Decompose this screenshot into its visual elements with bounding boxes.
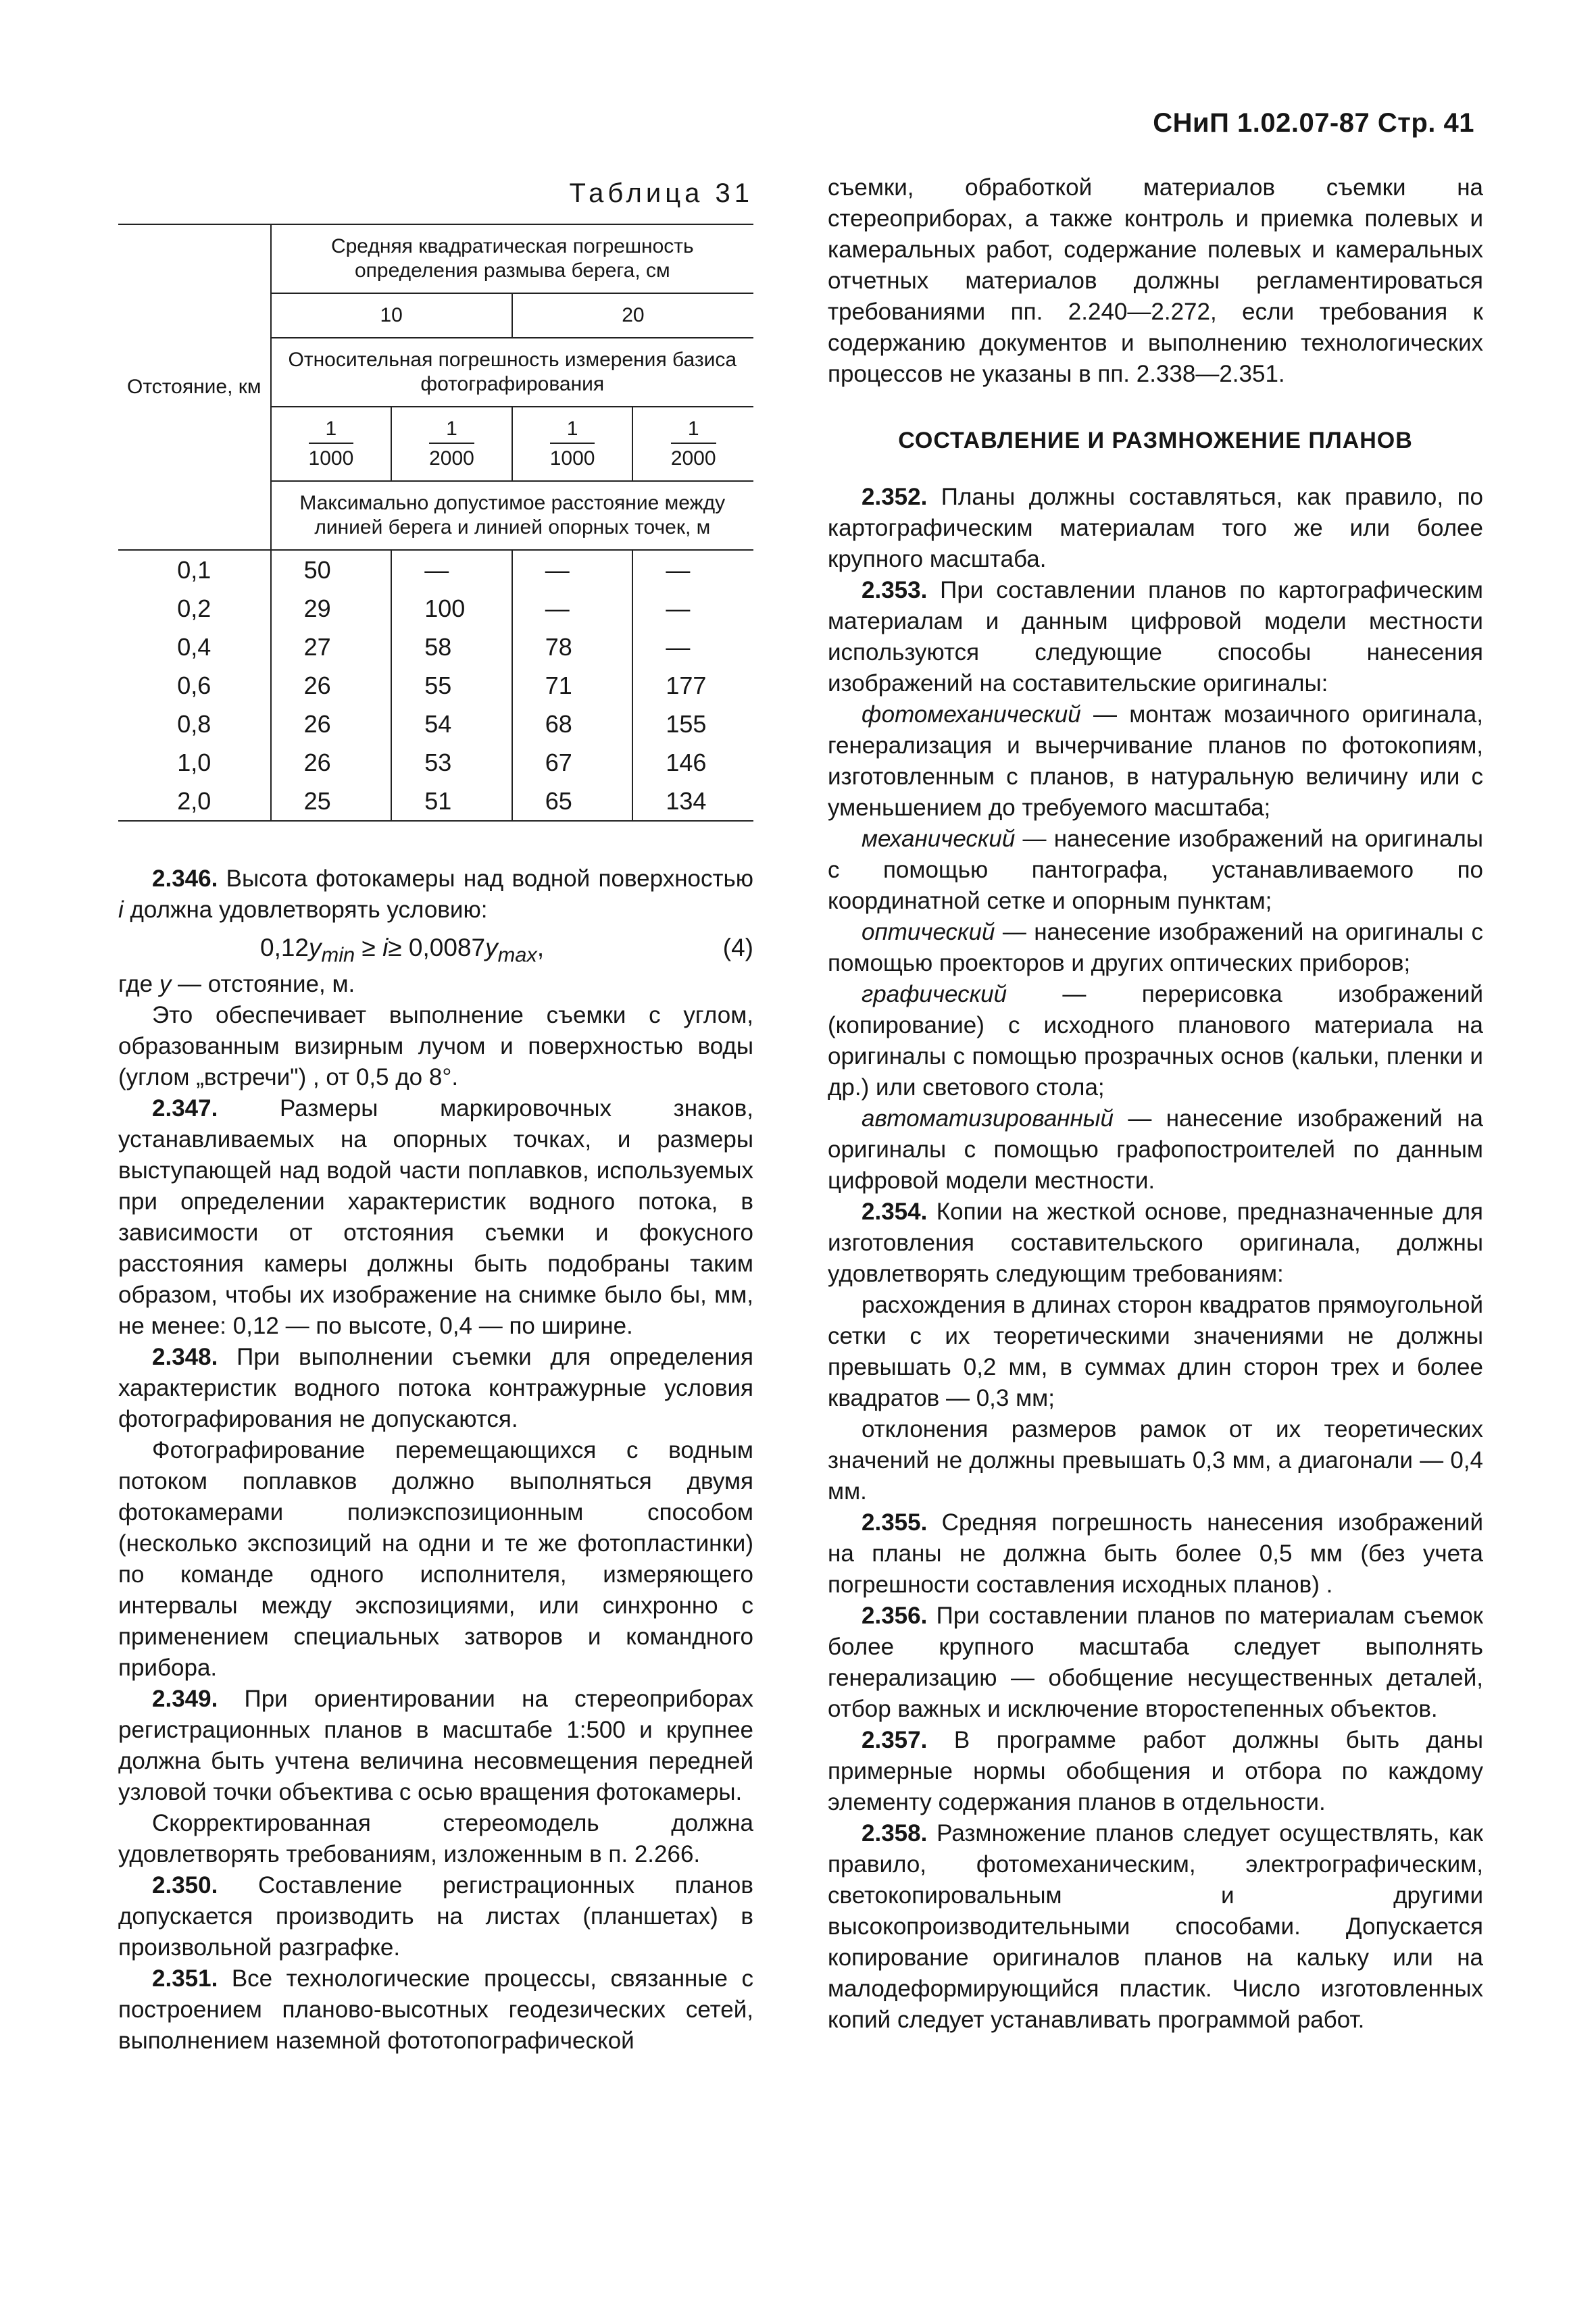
paragraph-2-349 <box>118 1684 753 1808</box>
right-column <box>828 172 1483 2036</box>
distance-cell: 0,4 <box>177 633 211 661</box>
paragraph-number: 2.351. <box>152 1965 218 1992</box>
paragraph-text: Средняя погрешность нанесения изображений на планы не должна быть более 0,5 мм (без учета погрешности составления исходных планов) . <box>828 1509 1483 1598</box>
distance-cell: 2,0 <box>177 787 211 815</box>
paragraph-text: Копии на жесткой основе, предназначенные для изготовления составительского оригинала, должны удовлетворять следующим требованиям: <box>828 1199 1483 1287</box>
formula-expression <box>260 932 544 970</box>
fraction-cell <box>271 407 392 481</box>
distance-cell: 1,0 <box>177 749 211 776</box>
page-header: СНиП 1.02.07-87 Стр. 41 <box>1153 108 1474 138</box>
formula-part: 0,12 <box>260 934 309 961</box>
paragraph-text: Составление регистрационных планов допускается производить на листах (планшетах) в произвольной разграфке. <box>118 1872 753 1961</box>
table-row <box>118 628 753 666</box>
method-term: фотомеханический <box>862 701 1081 728</box>
fraction-cell <box>632 407 753 481</box>
fraction-numerator: 1 <box>309 417 354 444</box>
value-cell: 78 <box>512 628 633 666</box>
value-cell: 26 <box>271 705 392 743</box>
paragraph-number: 2.349. <box>152 1686 218 1712</box>
value-cell: — <box>512 589 633 628</box>
value-cell: 26 <box>271 666 392 705</box>
paragraph-text: Планы должны составляться, как правило, по картографическим материалам того же или более крупного масштаба. <box>828 484 1483 572</box>
fraction <box>429 417 474 471</box>
table-31 <box>118 224 753 822</box>
paragraph-number: 2.347. <box>152 1095 218 1122</box>
error-value: 10 <box>271 293 512 338</box>
error-header: Средняя квадратическая погрешность определения размыва берега, см <box>271 224 753 293</box>
relative-header: Относительная погрешность измерения базиса фотографирования <box>271 338 753 407</box>
paragraph-number: 2.358. <box>862 1820 928 1846</box>
method-term: графический <box>862 981 1007 1007</box>
paragraph-number: 2.348. <box>152 1344 218 1370</box>
value-cell: 50 <box>271 550 392 589</box>
paragraph-text: При составлении планов по материалам съемок более крупного масштаба следует выполнять генерализацию — обобщение несущественных деталей, отбор важных и исключение второстепенных объектов. <box>828 1603 1483 1722</box>
method-term: оптический <box>862 919 995 945</box>
value-cell: 71 <box>512 666 633 705</box>
value-cell: 53 <box>391 743 512 782</box>
paragraph-2-350 <box>118 1870 753 1963</box>
paragraph-number: 2.356. <box>862 1603 928 1629</box>
formula-var: y <box>309 934 322 961</box>
max-header: Максимально допустимое расстояние между линией берега и линией опорных точек, м <box>271 481 753 550</box>
value-cell: — <box>512 550 633 589</box>
method-photomechanical <box>828 699 1483 824</box>
paragraph-2-351-cont: съемки, обработкой материалов съемки на стереоприборах, а также контроль и приемка полевых и камеральных работ, содержание полевых и камеральных отчетных материалов должны регламентироваться требованиями пп. 2.240—2.272, если требования к содержанию документов и выполнению технологических процессов не указаны в пп. 2.338—2.351. <box>828 174 1483 387</box>
paragraph-text: — нанесение изображений на оригиналы с помощью проекторов и других оптических приборов; <box>828 919 1483 976</box>
value-cell: — <box>632 550 753 589</box>
formula-sub: max <box>497 942 537 967</box>
value-cell: — <box>632 589 753 628</box>
value-cell: 26 <box>271 743 392 782</box>
paragraph-2-356 <box>828 1601 1483 1725</box>
paragraph-text: В программе работ должны быть даны примерные нормы обобщения и отбора по каждому элементу содержания планов в отдельности. <box>828 1727 1483 1815</box>
paragraph-number: 2.352. <box>862 484 928 510</box>
formula-var: i <box>382 934 389 961</box>
fraction-cell <box>512 407 633 481</box>
value-cell: 155 <box>632 705 753 743</box>
value-cell: 54 <box>391 705 512 743</box>
formula-4 <box>118 932 753 966</box>
paragraph-text: должна удовлетворять условию: <box>123 897 488 923</box>
table-body <box>118 550 753 821</box>
table-row <box>118 705 753 743</box>
value-cell: 134 <box>632 782 753 821</box>
value-cell: 65 <box>512 782 633 821</box>
formula-sub: min <box>321 942 355 967</box>
value-cell: 29 <box>271 589 392 628</box>
value-cell: — <box>391 550 512 589</box>
paragraph-text: — отстояние, м. <box>171 971 355 997</box>
paragraph-2-346-cont: Это обеспечивает выполнение съемки с углом, образованным визирным лучом и поверхностью воды (углом „встречи") , от 0,5 до 8°. <box>118 1002 753 1090</box>
value-cell: 100 <box>391 589 512 628</box>
value-cell: 27 <box>271 628 392 666</box>
stub-header: Отстояние, км <box>127 376 261 398</box>
paragraph-text: Размножение планов следует осуществлять, как правило, фотомеханическим, электрографическим, светокопировальным и другими высокопроизводительными способами. Допускается копирование оригиналов планов на кальку или на малодеформирующийся пластик. Число изготовленных копий следует устанавливать программой работ. <box>828 1820 1483 2033</box>
paragraph-text: — монтаж мозаичного оригинала, генерализация и вычерчивание планов по фотокопиям, изготовленным с планов, в натуральную величину или с уменьшением до требуемого масштаба; <box>828 701 1483 821</box>
paragraph-number: 2.350. <box>152 1872 218 1898</box>
table-caption: Таблица 31 <box>569 178 753 208</box>
value-cell: — <box>632 628 753 666</box>
paragraph-number: 2.353. <box>862 577 928 603</box>
table-row <box>118 589 753 628</box>
value-cell: 25 <box>271 782 392 821</box>
formula-part: , <box>537 934 545 961</box>
paragraph-text: где <box>118 971 159 997</box>
paragraph-2-352 <box>828 482 1483 575</box>
variable: y <box>159 971 172 997</box>
paragraph-text: При выполнении съемки для определения характеристик водного потока контражурные условия фотографирования не допускаются. <box>118 1344 753 1432</box>
fraction-numerator: 1 <box>550 417 595 444</box>
value-cell: 51 <box>391 782 512 821</box>
paragraph-text: Все технологические процессы, связанные с построением планово-высотных геодезических сетей, выполнением наземной фототопографической <box>118 1965 753 2054</box>
paragraph-number: 2.346. <box>152 865 218 892</box>
paragraph-number: 2.355. <box>862 1509 928 1536</box>
table-row <box>118 666 753 705</box>
paragraph-text: Размеры маркировочных знаков, устанавливаемых на опорных точках, и размеры выступающей над водой части поплавков, используемых при определении характеристик водного потока, в зависимости от отстояния съемки и фокусного расстояния камеры должны быть подобраны таким образом, чтобы их изображение на снимке было бы, мм, не менее: 0,12 — по высоте, 0,4 — по ширине. <box>118 1095 753 1339</box>
paragraph-number: 2.354. <box>862 1199 928 1225</box>
paragraph-2-348-cont: Фотографирование перемещающихся с водным потоком поплавков должно выполняться двумя фотокамерами полиэкспозиционным способом (несколько экспозиций на одни и те же фотопластинки) по команде одного исполнителя, измеряющего интервалы между экспозициями, или синхронно с применением специальных затворов и командного прибора. <box>118 1437 753 1681</box>
paragraph-text: — нанесение изображений на оригиналы с помощью графопостроителей по данным цифровой модели местности. <box>828 1105 1483 1194</box>
fraction <box>671 417 716 471</box>
formula-part: ≥ 0,0087 <box>388 934 486 961</box>
table-row <box>118 743 753 782</box>
paragraph-2-346 <box>118 863 753 926</box>
fraction-cell <box>391 407 512 481</box>
formula-where <box>118 969 753 1000</box>
distance-cell: 0,8 <box>177 710 211 738</box>
fraction <box>309 417 354 471</box>
paragraph-2-357 <box>828 1725 1483 1818</box>
paragraph-2-348 <box>118 1342 753 1435</box>
method-graphical <box>828 979 1483 1103</box>
paragraph-2-351 <box>118 1963 753 2057</box>
paragraph-2-349-cont: Скорректированная стереомодель должна удовлетворять требованиям, изложенным в п. 2.266. <box>118 1810 753 1867</box>
value-cell: 146 <box>632 743 753 782</box>
paragraph-text: При ориентировании на стереоприборах регистрационных планов в масштабе 1:500 и крупнее должна быть учтена величина несовмещения передней узловой точки объектива с осью вращения фотокамеры. <box>118 1686 753 1805</box>
paragraph-2-353 <box>828 575 1483 699</box>
fraction <box>550 417 595 471</box>
paragraph-2-354 <box>828 1197 1483 1290</box>
paragraph-2-355 <box>828 1507 1483 1601</box>
fraction-denominator: 1000 <box>308 447 354 470</box>
distance-cell: 0,2 <box>177 595 211 622</box>
paragraph-text: — нанесение изображений на оригиналы с помощью пантографа, устанавливаемого по координатной сетке и опорным пунктам; <box>828 826 1483 914</box>
error-value: 20 <box>512 293 753 338</box>
paragraph-2-354-b: отклонения размеров рамок от их теоретических значений не должны превышать 0,3 мм, а диагонали — 0,4 мм. <box>828 1416 1483 1505</box>
distance-cell: 0,6 <box>177 672 211 699</box>
fraction-denominator: 1000 <box>549 447 595 470</box>
fraction-denominator: 2000 <box>670 447 716 470</box>
formula-number: (4) <box>722 934 753 961</box>
formula-part: ≥ <box>355 934 383 961</box>
value-cell: 58 <box>391 628 512 666</box>
method-optical <box>828 917 1483 979</box>
section-title: СОСТАВЛЕНИЕ И РАЗМНОЖЕНИЕ ПЛАНОВ <box>898 428 1413 453</box>
fraction-numerator: 1 <box>671 417 716 444</box>
method-term: механический <box>862 826 1016 852</box>
fraction-numerator: 1 <box>429 417 474 444</box>
table-row <box>118 550 753 589</box>
distance-cell: 0,1 <box>177 556 211 584</box>
table-row <box>118 782 753 821</box>
paragraph-text: При составлении планов по картографическим материалам и данным цифровой модели местности используются следующие способы нанесения изображений на составительские оригиналы: <box>828 577 1483 697</box>
paragraph-number: 2.357. <box>862 1727 928 1753</box>
formula-var: y <box>485 934 498 961</box>
paragraph-2-347 <box>118 1093 753 1342</box>
value-cell: 55 <box>391 666 512 705</box>
paragraph-2-354-a: расхождения в длинах сторон квадратов прямоугольной сетки с их теоретическими значениями не должны превышать 0,2 мм, в суммах длин сторон трех и более квадратов — 0,3 мм; <box>828 1292 1483 1411</box>
method-mechanical <box>828 824 1483 917</box>
paragraph-2-358 <box>828 1818 1483 2036</box>
paragraph-text: — перерисовка изображений (копирование) с исходного планового материала на оригиналы с помощью прозрачных основ (кальки, пленки и др.) или светового стола; <box>828 981 1483 1101</box>
value-cell: 177 <box>632 666 753 705</box>
left-column <box>118 172 753 2057</box>
method-automated <box>828 1103 1483 1197</box>
value-cell: 67 <box>512 743 633 782</box>
value-cell: 68 <box>512 705 633 743</box>
variable: i <box>118 897 124 923</box>
method-term: автоматизированный <box>862 1105 1114 1132</box>
paragraph-text: Высота фотокамеры над водной поверхностью <box>218 865 753 892</box>
fraction-denominator: 2000 <box>429 447 474 470</box>
